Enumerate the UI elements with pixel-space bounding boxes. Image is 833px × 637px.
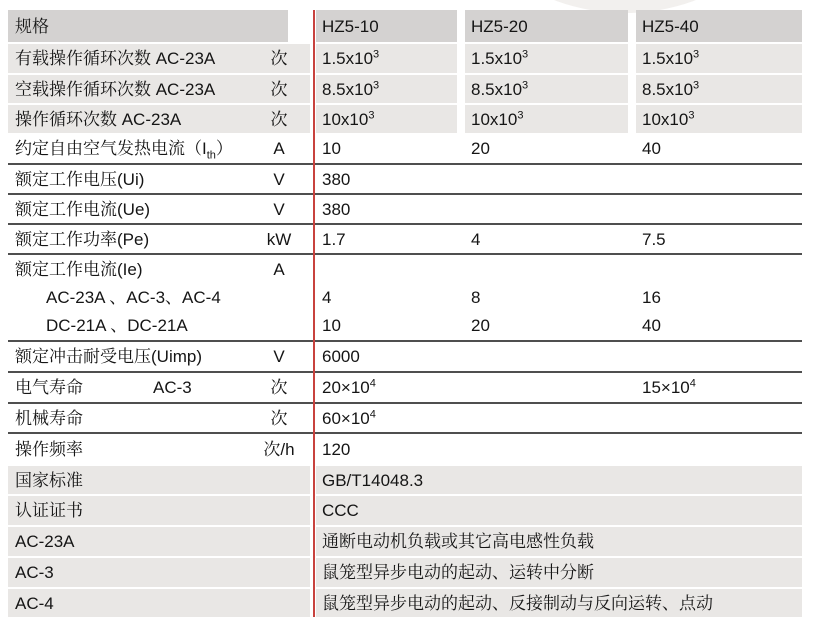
row-label: 额定工作电压(Ui) xyxy=(15,169,145,189)
row-unit: 次 xyxy=(270,79,288,99)
row-label: AC-4 xyxy=(15,593,54,613)
value-cell: 8 xyxy=(471,287,481,307)
header-model-hz5-10: HZ5-10 xyxy=(316,10,457,42)
value-cell: 40 xyxy=(642,138,661,158)
row-unit: A xyxy=(273,259,285,279)
table-row-uimp xyxy=(8,342,802,371)
value-cell: GB/T14048.3 xyxy=(316,466,802,494)
value-cell: $15\times 10^4$ xyxy=(642,377,696,397)
value-cell: $1.5x10^3$ xyxy=(316,44,457,73)
red-divider-line xyxy=(313,10,315,617)
table-row-ie-ac xyxy=(8,283,802,311)
value-cell: $10x10^3$ xyxy=(465,105,628,133)
row-label: 额定冲击耐受电压(Uimp) xyxy=(15,347,202,366)
table-row-national-standard xyxy=(8,466,802,494)
row-unit: 次 xyxy=(270,378,288,397)
table-row-ue xyxy=(8,195,802,223)
table-row-ie xyxy=(8,255,802,283)
row-label: AC-23A xyxy=(15,532,75,551)
value-cell: 4 xyxy=(471,229,481,249)
table-row-ie-dc xyxy=(8,311,802,340)
header-model-hz5-40: HZ5-40 xyxy=(636,10,802,42)
value-cell: $60\times 10^4$ xyxy=(322,407,376,428)
value-cell: 鼠笼型异步电动的起动、运转中分断 xyxy=(316,558,802,587)
table-row-ith xyxy=(8,133,802,163)
row-label: 约定自由空气发热电流$(I_{th})$ xyxy=(15,138,233,161)
value-cell: CCC xyxy=(316,496,802,525)
header-model-hz5-20: HZ5-20 xyxy=(465,10,628,42)
row-label: 额定工作电流(Ue) xyxy=(15,199,151,219)
table-row-op-frequency xyxy=(8,434,802,464)
value-cell: 16 xyxy=(642,287,661,307)
value-cell: 380 xyxy=(322,169,351,189)
row-label: 有载操作循环次数 AC-23A xyxy=(15,49,216,68)
value-cell: 10 xyxy=(322,138,341,158)
row-unit: 次 xyxy=(270,408,288,428)
row-label: DC-21A 、DC-21A xyxy=(46,316,188,335)
value-cell: 鼠笼型异步电动的起动、反接制动与反向运转、点动 xyxy=(316,589,802,617)
row-unit: kW xyxy=(266,229,292,249)
table-row-ac23a-definition xyxy=(8,527,802,556)
row-label: 操作频率 xyxy=(15,439,83,459)
value-cell xyxy=(465,195,628,223)
header-spec-cell xyxy=(8,10,288,42)
value-cell: 6000 xyxy=(322,347,360,366)
value-cell: 7.5 xyxy=(642,229,666,249)
value-cell xyxy=(465,342,628,371)
table-row-ui xyxy=(8,165,802,193)
value-cell: 通断电动机负载或其它高电感性负载 xyxy=(316,527,802,556)
row-label: 认证证书 xyxy=(15,501,83,520)
row-unit: V xyxy=(273,199,285,219)
value-cell xyxy=(636,342,802,371)
value-cell: $1.5x10^3$ xyxy=(465,44,628,73)
row-unit: 次 xyxy=(270,109,288,129)
row-label: 机械寿命 xyxy=(15,408,83,428)
table-row-ac3-definition xyxy=(8,558,802,587)
table-row-certification xyxy=(8,496,802,525)
table-row-header xyxy=(8,10,802,42)
value-cell: $8.5x10^3$ xyxy=(316,75,457,103)
row-unit: 次/h xyxy=(263,439,295,459)
value-cell: 380 xyxy=(322,199,351,219)
table-row-electrical-life xyxy=(8,373,802,402)
row-unit: 次 xyxy=(270,49,288,68)
value-cell xyxy=(636,195,802,223)
value-cell: 10 xyxy=(322,316,341,335)
row-label: 额定工作功率(Pe) xyxy=(15,229,150,249)
table-row-mechanical-life xyxy=(8,404,802,432)
value-cell xyxy=(636,165,802,193)
value-cell: $1.5x10^3$ xyxy=(636,44,802,73)
table-row-no-load-cycles xyxy=(8,75,802,103)
header-spec-label: 规格 xyxy=(15,16,49,36)
value-cell: $20\times 10^4$ xyxy=(322,377,376,397)
value-cell: 40 xyxy=(642,316,661,335)
table-row-ac4-definition xyxy=(8,589,802,617)
value-cell: 120 xyxy=(322,439,351,459)
value-cell xyxy=(465,165,628,193)
value-cell: 4 xyxy=(322,287,332,307)
row-label: 电气寿命 xyxy=(15,378,83,397)
row-label: 国家标准 xyxy=(15,470,83,490)
value-cell xyxy=(465,373,628,402)
value-cell: $10x10^3$ xyxy=(316,105,457,133)
value-cell: 20 xyxy=(471,316,490,335)
row-unit: A xyxy=(273,138,285,158)
value-cell: 1.7 xyxy=(322,229,346,249)
value-cell: $10x10^3$ xyxy=(636,105,802,133)
row-unit: V xyxy=(273,169,285,189)
table-row-pe xyxy=(8,225,802,253)
spec-table xyxy=(8,10,802,617)
row-unit: V xyxy=(273,347,285,366)
table-row-on-load-cycles xyxy=(8,44,802,73)
value-cell: 20 xyxy=(471,138,490,158)
row-label: AC-23A 、AC-3、AC-4 xyxy=(46,287,221,307)
row-label: AC-3 xyxy=(15,563,54,582)
value-cell: $8.5x10^3$ xyxy=(465,75,628,103)
row-label: 空载操作循环次数 AC-23A xyxy=(15,79,216,99)
row-label: 额定工作电流(Ie) xyxy=(15,259,143,279)
row-label: 操作循环次数 AC-23A xyxy=(15,109,182,129)
value-cell: $8.5x10^3$ xyxy=(636,75,802,103)
row-sub-category: AC-3 xyxy=(153,378,192,397)
table-row-op-cycles xyxy=(8,105,802,133)
